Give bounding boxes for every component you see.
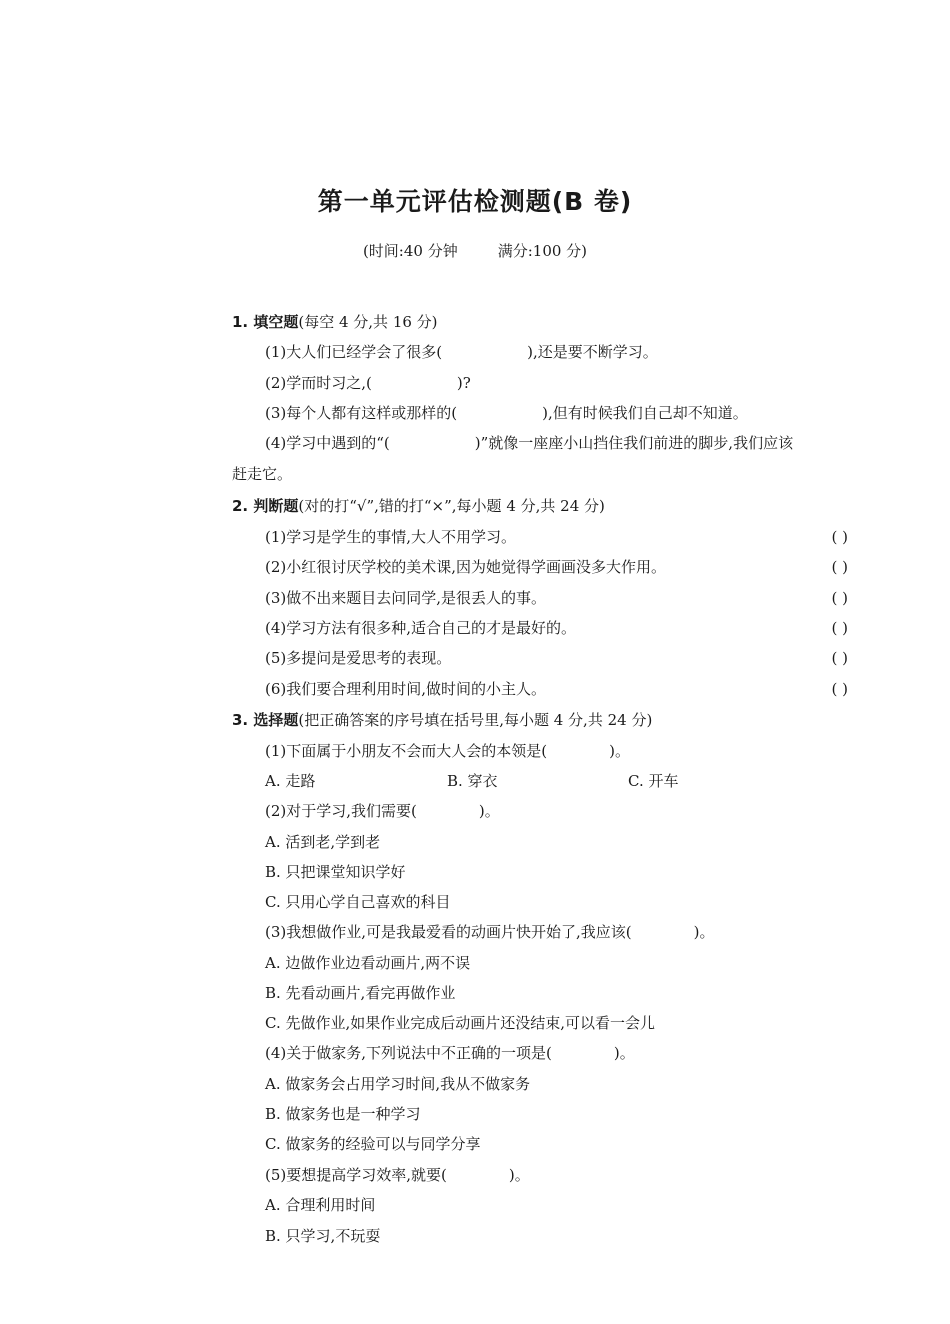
question-2-1: (1)学习是学生的事情,大人不用学习。 ( )	[265, 528, 848, 546]
answer-paren[interactable]: ( )	[831, 558, 848, 576]
option-a[interactable]: A. 边做作业边看动画片,两不误	[265, 954, 471, 972]
option-a[interactable]: A. 做家务会占用学习时间,我从不做家务	[265, 1075, 531, 1093]
question-3-3: (3)我想做作业,可是我最爱看的动画片快开始了,我应该( )。	[265, 923, 715, 941]
answer-paren[interactable]: ( )	[831, 528, 848, 546]
section-heading: 3. 选择题	[232, 711, 299, 729]
question-3-1: (1)下面属于小朋友不会而大人会的本领是( )。	[265, 742, 630, 760]
question-3-4: (4)关于做家务,下列说法中不正确的一项是( )。	[265, 1044, 635, 1062]
option-a[interactable]: A. 合理利用时间	[265, 1196, 376, 1214]
option-b[interactable]: B. 穿衣	[447, 772, 498, 790]
question-2-2: (2)小红很讨厌学校的美术课,因为她觉得学画画没多大作用。 ( )	[265, 558, 848, 576]
option-a[interactable]: A. 活到老,学到老	[265, 833, 381, 851]
section-multiple-choice	[232, 710, 652, 730]
question-1-3: (3)每个人都有这样或那样的( ),但有时候我们自己却不知道。	[265, 404, 748, 422]
question-2-3: (3)做不出来题目去问同学,是很丢人的事。 ( )	[265, 589, 848, 607]
option-b[interactable]: B. 只学习,不玩耍	[265, 1227, 381, 1245]
option-b[interactable]: B. 只把课堂知识学好	[265, 863, 406, 881]
option-c[interactable]: C. 开车	[628, 772, 679, 790]
section-note: (对的打“√”,错的打“×”,每小题 4 分,共 24 分)	[298, 497, 605, 515]
answer-paren[interactable]: ( )	[831, 619, 848, 637]
option-a[interactable]: A. 走路	[265, 772, 316, 790]
full-score: 满分:100 分)	[497, 242, 588, 260]
question-2-6: (6)我们要合理利用时间,做时间的小主人。 ( )	[265, 680, 848, 698]
section-heading: 1. 填空题	[232, 313, 299, 331]
question-3-5: (5)要想提高学习效率,就要( )。	[265, 1166, 530, 1184]
answer-paren[interactable]: ( )	[831, 649, 848, 667]
option-c[interactable]: C. 先做作业,如果作业完成后动画片还没结束,可以看一会儿	[265, 1014, 656, 1032]
option-c[interactable]: C. 只用心学自己喜欢的科目	[265, 893, 451, 911]
question-1-2: (2)学而时习之,( )?	[265, 374, 471, 392]
question-2-5: (5)多提问是爱思考的表现。 ( )	[265, 649, 848, 667]
question-1-4-continuation: 赶走它。	[232, 465, 293, 483]
section-heading: 2. 判断题	[232, 497, 299, 515]
option-b[interactable]: B. 做家务也是一种学习	[265, 1105, 421, 1123]
time-limit: (时间:40 分钟	[362, 242, 458, 260]
page-title: 第一单元评估检测题(B 卷)	[317, 187, 633, 216]
question-1-1: (1)大人们已经学会了很多( ),还是要不断学习。	[265, 343, 658, 361]
exam-info	[0, 240, 950, 261]
section-fill-blank	[232, 312, 438, 332]
section-note: (每空 4 分,共 16 分)	[298, 313, 438, 331]
section-true-false	[232, 496, 605, 516]
option-c[interactable]: C. 做家务的经验可以与同学分享	[265, 1135, 481, 1153]
answer-paren[interactable]: ( )	[831, 589, 848, 607]
option-b[interactable]: B. 先看动画片,看完再做作业	[265, 984, 456, 1002]
question-2-4: (4)学习方法有很多种,适合自己的才是最好的。 ( )	[265, 619, 848, 637]
answer-paren[interactable]: ( )	[831, 680, 848, 698]
question-1-4: (4)学习中遇到的“( )”就像一座座小山挡住我们前进的脚步,我们应该	[265, 434, 794, 452]
question-3-2: (2)对于学习,我们需要( )。	[265, 802, 500, 820]
section-note: (把正确答案的序号填在括号里,每小题 4 分,共 24 分)	[298, 711, 653, 729]
